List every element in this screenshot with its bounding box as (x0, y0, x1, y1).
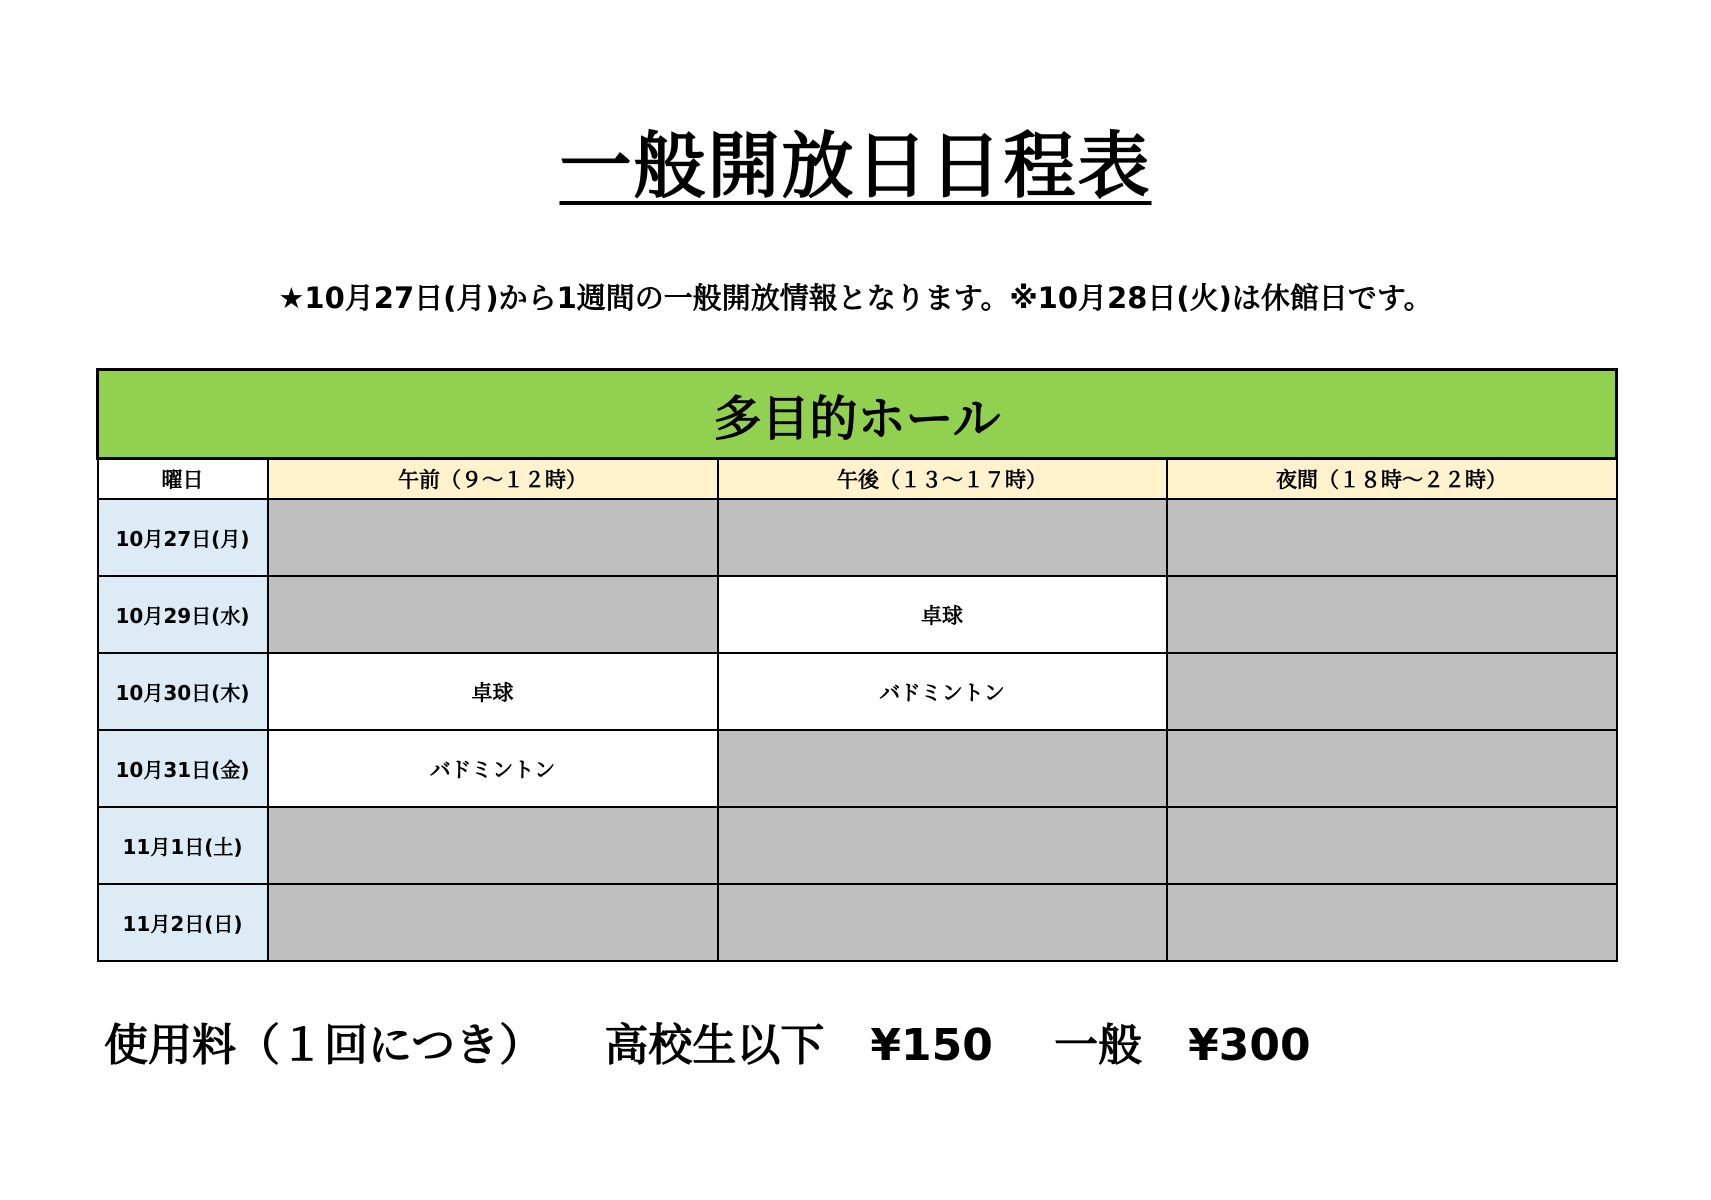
cell-afternoon: バドミントン (718, 653, 1167, 730)
cell-afternoon (718, 499, 1167, 576)
cell-night (1167, 499, 1617, 576)
cell-afternoon (718, 807, 1167, 884)
header-afternoon: 午後（１３～１７時） (718, 459, 1167, 500)
fee-general-label: 一般 (1054, 1020, 1143, 1071)
header-morning: 午前（９～１２時） (268, 459, 718, 500)
cell-night (1167, 576, 1617, 653)
cell-morning (268, 884, 718, 961)
fee-general-price: ¥300 (1188, 1020, 1311, 1071)
cell-night (1167, 730, 1617, 807)
hall-name: 多目的ホール (98, 370, 1617, 459)
header-day: 曜日 (98, 459, 268, 500)
row-day: 11月1日(土) (98, 807, 268, 884)
cell-morning (268, 499, 718, 576)
table-row (98, 884, 1617, 961)
cell-afternoon (718, 730, 1167, 807)
notice-text: ★10月27日(月)から1週間の一般開放情報となります。※10月28日(火)は休館日です。 (278, 281, 1433, 315)
cell-afternoon: 卓球 (718, 576, 1167, 653)
cell-morning: 卓球 (268, 653, 718, 730)
fee-student-label: 高校生以下 (604, 1020, 825, 1071)
row-day: 10月30日(木) (98, 653, 268, 730)
schedule-table (96, 368, 1618, 962)
fee-student-price: ¥150 (870, 1020, 993, 1071)
table-row (98, 730, 1617, 807)
cell-night (1167, 807, 1617, 884)
row-day: 10月27日(月) (98, 499, 268, 576)
cell-morning: バドミントン (268, 730, 718, 807)
cell-night (1167, 653, 1617, 730)
table-row (98, 499, 1617, 576)
row-day: 10月31日(金) (98, 730, 268, 807)
header-night: 夜間（１８時～２２時） (1167, 459, 1617, 500)
row-day: 10月29日(水) (98, 576, 268, 653)
fee-line (104, 1016, 1311, 1076)
table-row (98, 653, 1617, 730)
row-day: 11月2日(日) (98, 884, 268, 961)
page-title-text: 一般開放日日程表 (559, 124, 1152, 208)
cell-morning (268, 576, 718, 653)
cell-afternoon (718, 884, 1167, 961)
table-row (98, 807, 1617, 884)
page-title (0, 118, 1711, 214)
table-row (98, 576, 1617, 653)
fee-label: 使用料（１回につき） (104, 1020, 544, 1071)
cell-morning (268, 807, 718, 884)
cell-night (1167, 884, 1617, 961)
